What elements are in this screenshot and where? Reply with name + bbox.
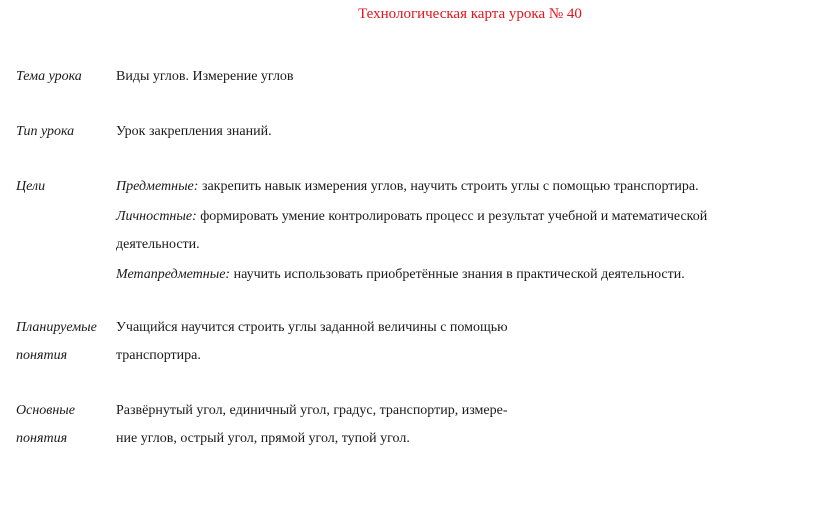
lesson-type-label: Тип урока bbox=[16, 124, 75, 139]
planned-value-line-2: транспортира. bbox=[116, 348, 201, 363]
concepts-value-line-2: ние углов, острый угол, прямой угол, тупой угол. bbox=[116, 431, 410, 446]
concepts-label-line-1: Основные bbox=[16, 403, 75, 418]
planned-concepts-value bbox=[116, 314, 508, 370]
goal-personal-text: формировать умение контролировать процесс и результат учебной и математической bbox=[196, 209, 708, 224]
goal-personal-text-continued: деятельности. bbox=[116, 237, 200, 252]
goals-label: Цели bbox=[16, 179, 46, 194]
planned-value-line-1: Учащийся научится строить углы заданной величины с помощью bbox=[116, 320, 508, 335]
planned-concepts-label bbox=[16, 314, 97, 370]
planned-label-line-1: Планируемые bbox=[16, 320, 97, 335]
basic-concepts-value bbox=[116, 397, 508, 453]
concepts-label-line-2: понятия bbox=[16, 431, 68, 446]
concepts-value-line-1: Развёрнутый угол, единичный угол, градус, транспортир, измере- bbox=[116, 403, 508, 418]
topic-label: Тема урока bbox=[16, 69, 82, 84]
lesson-type-value: Урок закрепления знаний. bbox=[116, 124, 272, 139]
basic-concepts-label bbox=[16, 397, 75, 453]
goal-personal-label: Личностные: bbox=[116, 209, 197, 224]
goal-meta bbox=[116, 261, 685, 289]
goal-subject-text: закрепить навык измерения углов, научить строить углы с помощью транспортира. bbox=[198, 179, 699, 194]
goal-subject-label: Предметные: bbox=[116, 179, 199, 194]
goal-subject bbox=[116, 173, 699, 201]
goal-meta-text: научить использовать приобретённые знания в практической деятельности. bbox=[230, 267, 685, 282]
planned-label-line-2: понятия bbox=[16, 348, 68, 363]
goal-personal bbox=[116, 203, 707, 259]
topic-value: Виды углов. Измерение углов bbox=[116, 69, 294, 84]
page-title: Технологическая карта урока № 40 bbox=[358, 6, 582, 22]
goal-meta-label: Метапредметные: bbox=[116, 267, 231, 282]
